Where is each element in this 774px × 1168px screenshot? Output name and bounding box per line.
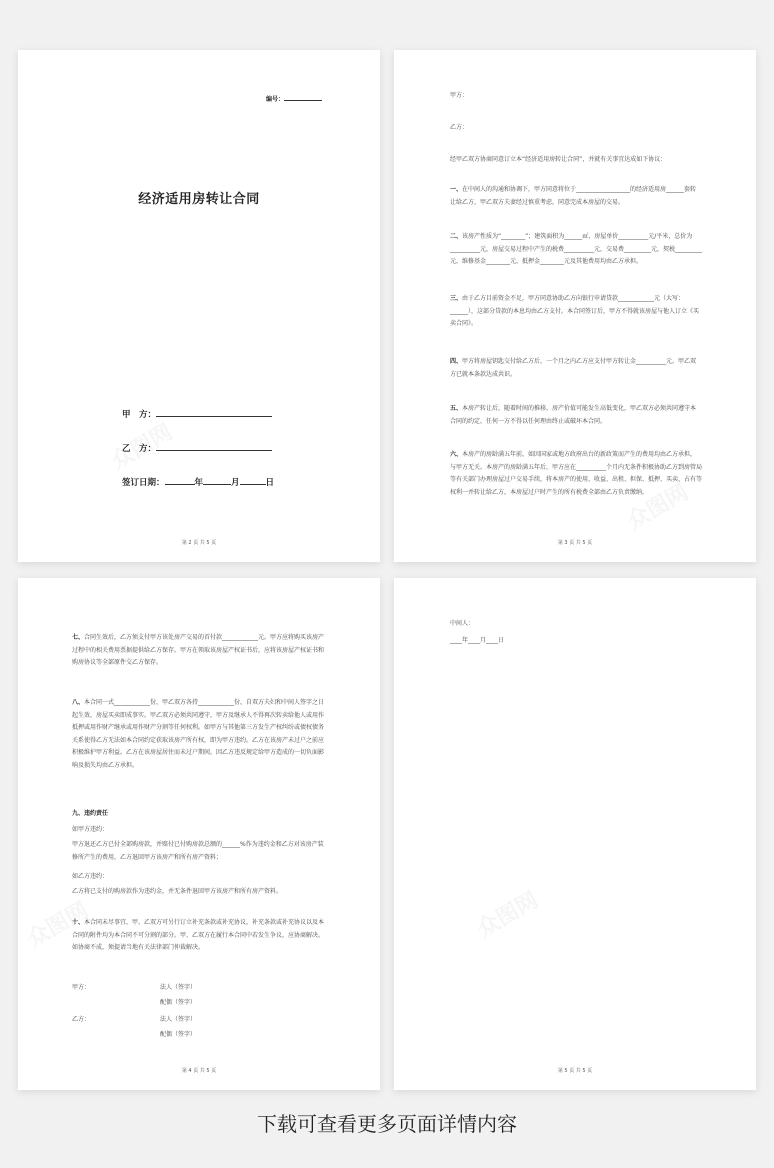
party-a-label: 甲 方：: [122, 410, 157, 420]
clause-7-head: 七、: [72, 634, 85, 641]
page-footer: 第 4 页 共 5 页: [181, 1068, 217, 1074]
clause-8: [72, 697, 326, 772]
clause-9-party-b-text: 乙方将已支付的购房款作为违约金，并无条件退回甲方该房产和所有房产资料。: [72, 888, 283, 895]
clause-7-text: 合同生效后，乙方须支付甲方该处房产交易的首付款____________元。甲方应将购买该房产过程中的相关费用票据提供给乙方保存。甲方在领取该房屋产权证书后，应将该房屋产权证书和购房协议等全部原件交乙方保存。: [72, 634, 325, 666]
clause-2-text: 该房产性质为“________”；建筑面积为______㎡，房屋单价__________元/平米，总价为__________元，房屋交易过程中产生的税费__________元，交易费_________元，契税_________元，维修基金________元，抵押金________元及其他费用均由乙方承担。: [450, 233, 703, 265]
party-b-label: 乙 方：: [122, 444, 157, 454]
clause-5-text: 本房产转让后，随着时间的推移，房产价值可能发生高低变化，甲乙双方必须共同遵守本合同的约定，任何一方不得以任何理由终止或破坏本合同。: [450, 405, 697, 425]
day-blank: [240, 476, 266, 485]
clause-1-head: 一、: [450, 186, 463, 193]
sign-date-label: 签订日期：: [122, 478, 165, 488]
clause-4-head: 四、: [450, 358, 463, 365]
clause-6-head: 六、: [450, 451, 463, 458]
clause-3-head: 三、: [450, 295, 463, 302]
page-footer: 第 2 页 共 5 页: [181, 540, 217, 546]
clause-1-text: 在中间人的沟通和协调下，甲方同意将位于__________________的经济适用房______套转让给乙方，甲乙双方夫妻经过慎重考虑，同意完成本房屋的交易。: [450, 186, 697, 206]
download-prompt[interactable]: 下载可查看更多页面详情内容: [257, 1112, 517, 1136]
contract-number: [266, 94, 322, 103]
party-a-heading: 甲方：: [450, 92, 469, 99]
clause-10-text: 本合同未尽事宜，甲、乙双方可另行订立补充条款或补充协议，补充条款或补充协议以及本合同的附件均为本合同不可分割的部分。甲、乙双方在履行本合同中若发生争议，应协商解决。如协商不成，须提请当地有关法律部门仲裁解决。: [72, 919, 325, 951]
clause-2: [450, 231, 702, 269]
intro-text: 经甲乙双方协商同意订立本“经济适用房转让合同”，并就有关事宜达成如下协议：: [450, 156, 667, 163]
clause-9-party-a-text: 甲方退还乙方已付全部购房款，并赔付已付购房款总额的______%作为违约金和乙方对该房产装修所产生的费用，乙方退回甲方该房产和所有房产资料；: [72, 841, 324, 861]
spouse-sign-2: 配偶（签字）: [160, 1031, 197, 1038]
clause-9-party-b: 如乙方违约：: [72, 873, 109, 880]
middleman-label: 中间人：: [450, 620, 475, 627]
clause-3: [450, 293, 702, 331]
party-a-blank: [156, 408, 272, 417]
contract-number-blank: [284, 94, 322, 101]
document-page-2: [394, 50, 756, 562]
spouse-sign-1: 配偶（签字）: [160, 999, 197, 1006]
clause-9-heading: 九、违约责任: [72, 810, 109, 817]
sign-date-row: [122, 476, 274, 488]
clause-10: [72, 917, 326, 955]
watermark: [105, 416, 178, 476]
clause-7: [72, 632, 326, 670]
legal-sign-2: 法人（签字）: [160, 1016, 197, 1023]
party-a-row: [122, 408, 272, 420]
contract-number-label: 编号：: [266, 96, 285, 103]
day-label: 日: [265, 478, 275, 488]
year-label: 年: [194, 478, 204, 488]
clause-4-text: 甲方将房屋钥匙交付给乙方后，一个月之内乙方应支付甲方转让金__________元。甲乙双方已就本条款达成共识。: [450, 358, 697, 378]
month-label: 月: [231, 478, 240, 488]
month-blank: [203, 476, 231, 485]
clause-4: [450, 356, 702, 381]
watermark: [471, 884, 544, 944]
document-page-3: [18, 578, 380, 1090]
clause-10-head: 十、: [72, 919, 85, 926]
year-blank: [165, 476, 195, 485]
sign-party-b: 乙方：: [72, 1016, 91, 1023]
document-title: 经济适用房转让合同: [138, 192, 260, 207]
clause-6-text: 本房产的房龄满五年前，如因国家或地方政府出台的新政策而产生的费用均由乙方承担，与甲方无关。本房产的房龄满五年后，甲方应在__________个月内无条件积极协助乙方到房管局等有关部门办理房屋过户交易手续，将本房产的使用、收益、出租、担保、抵押、买卖、占有等权利一并转让给乙方，本房屋过户时产生的所有税费全部由乙方负责缴纳。: [450, 451, 703, 496]
clause-5-head: 五、: [450, 405, 463, 412]
clause-2-head: 二、: [450, 233, 463, 240]
page-footer: 第 3 页 共 5 页: [557, 540, 593, 546]
sign-party-a: 甲方：: [72, 984, 91, 991]
clause-8-head: 八、: [72, 699, 85, 706]
party-b-heading: 乙方：: [450, 124, 469, 131]
document-page-cover: [18, 50, 380, 562]
clause-5: [450, 403, 702, 428]
middleman-date: ____年____月____日: [450, 637, 505, 644]
clause-3-text: 由于乙方目前资金不足，甲方同意协助乙方向银行申请贷款____________元（大写：______），这部分贷款的本息均由乙方支付。本合同签订后，甲方不得就该房屋与他人订立《买卖合同》。: [450, 295, 700, 327]
legal-sign-1: 法人（签字）: [160, 984, 197, 991]
clause-9-party-a: 如甲方违约：: [72, 826, 109, 833]
clause-8-text: 本合同一式____________份，甲乙双方各持____________份，自双方夫妇和中间人签字之日起生效，房屋买卖即成事实。甲乙双方必须共同遵守，甲方及继承人不得再次转卖给他人或用作抵押或用作财产继承或用作财产分割等任何权利。如甲方与其他第三方发生产权纠纷或债权债务关系使得乙方无法如本合同约定获取该房产所有权，即为甲方违约。乙方在该房产未过户之前应积极维护甲方利益。乙方在该房屋居住而未过户期间，因乙方违反规定给甲方造成的一切负面影响及损失均由乙方承担。: [72, 699, 325, 769]
document-page-4: [394, 578, 756, 1090]
page-footer: 第 5 页 共 5 页: [557, 1068, 593, 1074]
clause-1: [450, 184, 702, 209]
